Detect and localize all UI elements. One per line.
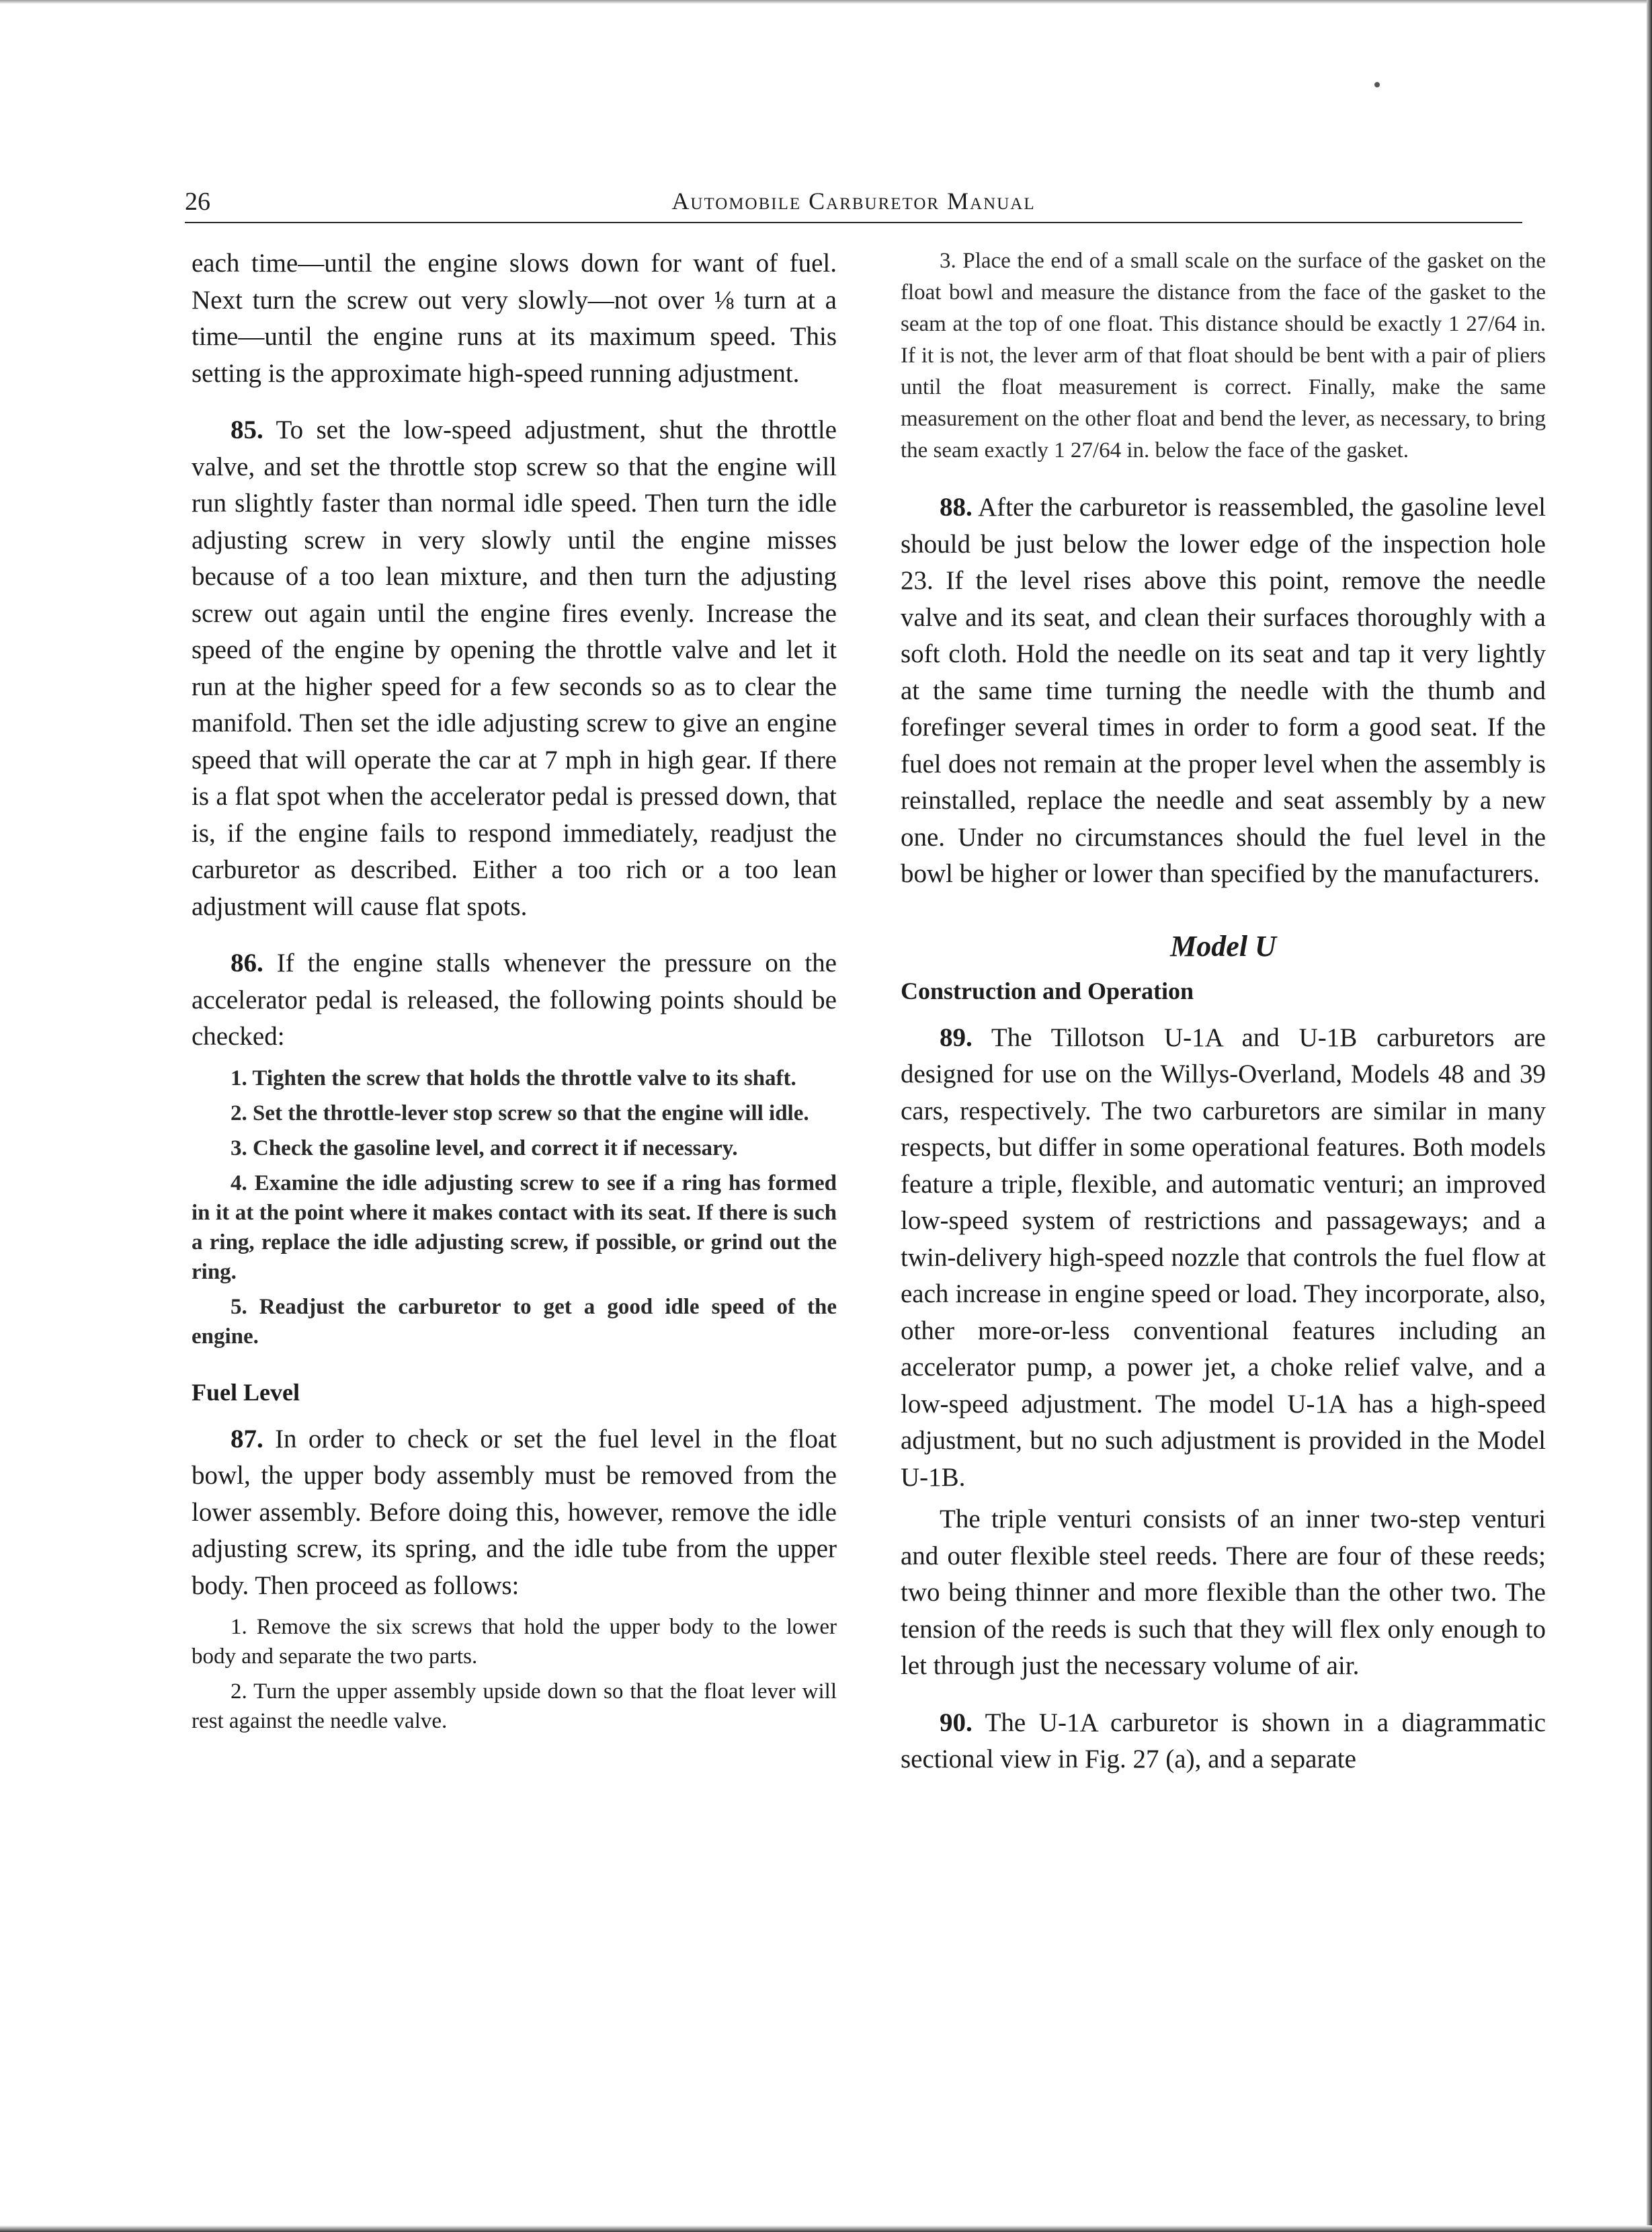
checklist-item: 3. Check the gasoline level, and correct it if necessary. (231, 1135, 738, 1160)
procedure-step: 2. Turn the upper assembly upside down so that the float lever will rest against the needle valve. (192, 1679, 837, 1733)
paragraph-89 (901, 1020, 1546, 1497)
paragraph-text: After the carburetor is reassembled, the gasoline level should be just below the lower edge of the inspection hole 23. If the level rises above this point, remove the needle valve and its seat, and clean their surfaces thoroughly with a soft cloth. Hold the needle on its seat and tap it very lightly at the same time turning the needle with the thumb and forefinger several times in order to form a good seat. If the fuel does not remain at the proper level when the assembly is reinstalled, replace the needle and seat assembly by a new one. Under no circumstances should the fuel level in the bowl be higher or lower than specified by the manufacturers. (901, 493, 1546, 888)
paragraph-number: 87. (231, 1424, 263, 1453)
section-heading-construction: Construction and Operation (901, 977, 1194, 1004)
paragraph-number: 90. (940, 1708, 973, 1737)
page-number: 26 (185, 188, 210, 216)
right-column (901, 245, 1546, 1798)
paragraph-85 (192, 412, 837, 925)
checklist-item: 2. Set the throttle-lever stop screw so that the engine will idle. (231, 1101, 809, 1125)
running-title: Automobile Carburetor Manual (671, 188, 1036, 214)
paragraph-89-continued: The triple venturi consists of an inner two-step venturi and outer flexible steel reeds. There are four of these reeds; two being thinner and more flexible than the other two. The tension of the reeds is such that they will flex only enough to let through just the necessary volume of air. (901, 1505, 1546, 1680)
paragraph-text: The U-1A carburetor is shown in a diagrammatic sectional view in Fig. 27 (a), and a separate (901, 1708, 1546, 1773)
paragraph-continued: each time—until the engine slows down for want of fuel. Next turn the screw out very slowly—not over ⅛ turn at a time—until the engine runs at its maximum speed. This setting is the approximate high-speed running adjustment. (192, 249, 837, 388)
section-heading-fuel-level: Fuel Level (192, 1378, 300, 1406)
procedure-step-3: 3. Place the end of a small scale on the surface of the gasket on the float bowl and measure the distance from the face of the gasket to the seam at the top of one float. This distance should be exactly 1 27/64 in. If it is not, the lever arm of that float should be bent with a pair of pliers until the float measurement is correct. Finally, make the same measurement on the other float and bend the lever, as necessary, to bring the seam exactly 1 27/64 in. below the face of the gasket. (901, 249, 1546, 463)
paragraph-number: 89. (940, 1023, 973, 1052)
model-heading: Model U (1170, 929, 1276, 963)
scan-edge-right (1647, 0, 1652, 2232)
checklist-item: 5. Readjust the carburetor to get a good idle speed of the engine. (192, 1294, 837, 1349)
scan-edge-bottom (0, 2225, 1652, 2232)
paragraph-text: To set the low-speed adjustment, shut the throttle valve, and set the throttle stop screw so that the engine will run slightly faster than normal idle speed. Then turn the idle adjusting screw in very slowly until the engine misses because of a too lean mixture, and then turn the adjusting screw out again until the engine fires evenly. Increase the speed of the engine by opening the throttle valve and let it run at the higher speed for a few seconds so as to clear the manifold. Then set the idle adjusting screw to give an engine speed that will operate the car at 7 mph in high gear. If there is a flat spot when the accelerator pedal is pressed down, that is, if the engine fails to respond immediately, readjust the carburetor as described. Either a too rich or a too lean adjustment will cause flat spots. (192, 415, 837, 921)
left-column (192, 245, 837, 1741)
paragraph-86 (192, 945, 837, 1055)
procedure-step: 1. Remove the six screws that hold the upper body to the lower body and separate the two parts. (192, 1615, 837, 1669)
paragraph-90 (901, 1705, 1546, 1778)
page-header (185, 182, 1522, 223)
paragraph-number: 85. (231, 415, 263, 444)
paragraph-number: 86. (231, 949, 263, 978)
paragraph-text: In order to check or set the fuel level in the float bowl, the upper body assembly must be removed from the lower assembly. Before doing this, however, remove the idle adjusting screw, its spring, and the idle tube from the upper body. Then proceed as follows: (192, 1424, 837, 1600)
paragraph-number: 88. (940, 493, 973, 522)
checklist-item: 1. Tighten the screw that holds the throttle valve to its shaft. (231, 1066, 796, 1090)
paragraph-87 (192, 1421, 837, 1605)
paragraph-text: If the engine stalls whenever the pressure on the accelerator pedal is released, the following points should be checked: (192, 949, 837, 1051)
header-rule (185, 222, 1522, 223)
paragraph-88 (901, 489, 1546, 893)
ink-speck (1374, 82, 1380, 87)
paragraph-text: The Tillotson U-1A and U-1B carburetors are designed for use on the Willys-Overland, Models 48 and 39 cars, respectively. The two carburetors are similar in many respects, but differ in some operational features. Both models feature a triple, flexible, and automatic venturi; an improved low-speed system of restrictions and passageways; and a twin-delivery high-speed nozzle that controls the fuel flow at each increase in engine speed or load. They incorporate, also, other more-or-less conventional features including an accelerator pump, a power jet, a choke relief valve, and a low-speed adjustment. The model U-1A has a high-speed adjustment, but no such adjustment is provided in the Model U-1B. (901, 1023, 1546, 1492)
scan-edge-top (0, 0, 1652, 4)
checklist-item: 4. Examine the idle adjusting screw to see if a ring has formed in it at the point where it makes contact with its seat. If there is such a ring, replace the idle adjusting screw, if possible, or grind out the ring. (192, 1170, 837, 1284)
